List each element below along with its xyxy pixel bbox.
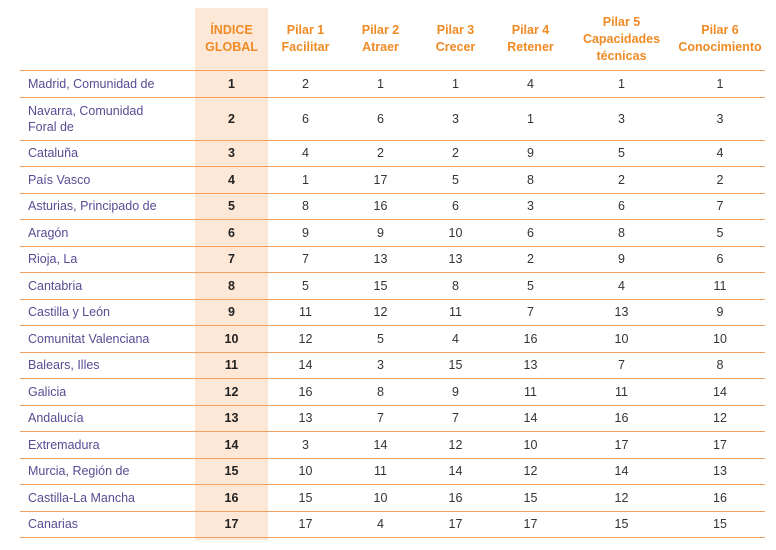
pilar-5-value: 17 (614, 437, 629, 452)
pilar-3-value: 12 (448, 437, 463, 452)
region-name: Balears, Illes (28, 358, 100, 373)
pilar-1-value: 16 (298, 384, 313, 399)
table-row (20, 273, 765, 300)
pilar-3-value: 4 (452, 331, 459, 346)
pilar-6-value: 1 (716, 76, 724, 91)
global-index-value: 3 (228, 146, 235, 161)
pilar-1-value: 3 (302, 437, 309, 452)
header-pilar-6: Pilar 6 Conocimiento (678, 23, 762, 54)
pilar-1-value: 5 (302, 278, 309, 293)
pilar-3-value: 7 (452, 411, 459, 426)
pilar-1-value: 6 (302, 111, 309, 126)
region-name: Castilla-La Mancha (28, 490, 135, 505)
pilar-4-value: 4 (527, 76, 534, 91)
pilar-3-value: 10 (448, 225, 463, 240)
global-index-value: 16 (224, 490, 239, 505)
table-row (20, 299, 765, 326)
pilar-2-value: 2 (377, 146, 384, 161)
pilar-4-value: 7 (527, 305, 534, 320)
pilar-5-value: 4 (618, 278, 625, 293)
pilar-4-value: 1 (527, 111, 534, 126)
table-row (20, 405, 765, 432)
pilar-6-value: 7 (716, 199, 724, 214)
global-index-value: 5 (228, 199, 235, 214)
table-row (20, 352, 765, 379)
global-index-value: 14 (224, 437, 239, 452)
pilar-3-value: 2 (452, 146, 459, 161)
global-index-value: 15 (224, 464, 239, 479)
pilar-2-value: 8 (377, 384, 384, 399)
table-row (20, 379, 765, 406)
pilar-2-value: 4 (377, 517, 384, 532)
region-name: Cataluña (28, 146, 79, 161)
pilar-1-value: 2 (302, 76, 309, 91)
global-index-value: 12 (224, 384, 239, 399)
table-row (20, 220, 765, 247)
region-name: País Vasco (28, 172, 91, 187)
pilar-5-value: 14 (614, 464, 629, 479)
pilar-3-value: 14 (448, 464, 463, 479)
pilar-1-value: 7 (302, 252, 309, 267)
region-name: Castilla y León (28, 305, 110, 320)
pilar-2-value: 17 (373, 172, 388, 187)
region-name: Navarra, Comunidad Foral de (28, 103, 144, 134)
table-body (20, 71, 765, 538)
table-row (20, 140, 765, 167)
table-row (20, 485, 765, 512)
pilar-1-value: 11 (299, 305, 312, 320)
pilar-3-value: 13 (448, 252, 463, 267)
pilar-2-value: 14 (373, 437, 388, 452)
global-index-value: 13 (224, 411, 239, 426)
pilar-3-value: 9 (452, 384, 459, 399)
pilar-2-value: 3 (377, 358, 384, 373)
global-index-value: 2 (228, 111, 235, 126)
pilar-3-value: 1 (452, 76, 459, 91)
table-row (20, 432, 765, 459)
pilar-6-value: 3 (716, 111, 724, 126)
pilar-5-value: 10 (614, 331, 629, 346)
table-row (20, 167, 765, 194)
pilar-1-value: 1 (302, 172, 309, 187)
pilar-1-value: 13 (298, 411, 313, 426)
pilar-4-value: 11 (524, 384, 537, 399)
pilar-1-value: 14 (298, 358, 313, 373)
region-name: Cantabria (28, 278, 83, 293)
pilar-3-value: 8 (452, 278, 459, 293)
pilar-1-value: 10 (298, 464, 313, 479)
header-pilar-2: Pilar 2 Atraer (361, 23, 400, 54)
pilar-1-value: 9 (302, 225, 309, 240)
region-name: Andalucía (28, 411, 84, 426)
pilar-6-value: 2 (716, 172, 724, 187)
global-index-value: 8 (228, 278, 235, 293)
region-name: Asturias, Principado de (28, 199, 157, 214)
header-pilar-1: Pilar 1 Facilitar (281, 23, 330, 54)
pilar-3-value: 15 (448, 358, 463, 373)
pilar-3-value: 17 (448, 517, 463, 532)
pilar-6-value: 10 (713, 331, 727, 346)
pilar-4-value: 9 (527, 146, 534, 161)
pilar-2-value: 6 (377, 111, 384, 126)
pilar-2-value: 5 (377, 331, 384, 346)
global-index-value: 11 (224, 358, 239, 373)
global-index-value: 17 (224, 517, 239, 532)
pilar-5-value: 5 (618, 146, 625, 161)
table-row (20, 193, 765, 220)
table-row (20, 246, 765, 273)
table-row (20, 326, 765, 353)
pilar-4-value: 2 (527, 252, 534, 267)
global-index-value: 7 (228, 252, 235, 267)
pilar-5-value: 1 (618, 76, 625, 91)
global-index-value: 1 (228, 76, 235, 91)
pilar-5-value: 12 (614, 490, 629, 505)
pilar-1-value: 4 (302, 146, 309, 161)
table-row (20, 511, 765, 538)
pilar-1-value: 17 (298, 517, 313, 532)
header-indice-global: ÍNDICE GLOBAL (205, 23, 258, 54)
table-row (20, 458, 765, 485)
pilar-6-value: 4 (716, 146, 724, 161)
region-name: Rioja, La (28, 252, 78, 267)
pilar-4-value: 10 (523, 437, 538, 452)
global-index-value: 9 (228, 305, 235, 320)
pilar-3-value: 5 (452, 172, 459, 187)
pilar-4-value: 3 (527, 199, 534, 214)
pilar-6-value: 17 (713, 437, 727, 452)
pilar-4-value: 6 (527, 225, 534, 240)
region-name: Murcia, Región de (28, 464, 130, 479)
pilar-5-value: 7 (618, 358, 625, 373)
table-row (20, 71, 765, 98)
pilar-2-value: 11 (374, 464, 387, 479)
header-pilar-4: Pilar 4 Retener (507, 23, 554, 54)
pilar-2-value: 12 (373, 305, 388, 320)
pilar-5-value: 15 (614, 517, 629, 532)
pilar-2-value: 7 (377, 411, 384, 426)
pilar-3-value: 6 (452, 199, 459, 214)
pilar-6-value: 6 (716, 252, 724, 267)
pilar-2-value: 13 (373, 252, 388, 267)
pilar-1-value: 12 (298, 331, 313, 346)
header-pilar-3: Pilar 3 Crecer (435, 23, 476, 54)
region-name: Extremadura (28, 437, 100, 452)
pilar-2-value: 9 (377, 225, 384, 240)
pilar-5-value: 16 (614, 411, 629, 426)
pilar-1-value: 8 (302, 199, 309, 214)
pilar-5-value: 11 (615, 384, 628, 399)
pilar-2-value: 15 (373, 278, 388, 293)
pilar-2-value: 10 (373, 490, 388, 505)
region-name: Madrid, Comunidad de (28, 76, 155, 91)
pilar-4-value: 17 (523, 517, 538, 532)
pilar-5-value: 9 (618, 252, 625, 267)
pilar-4-value: 15 (523, 490, 538, 505)
pilar-4-value: 5 (527, 278, 534, 293)
pilar-4-value: 14 (523, 411, 538, 426)
pilar-5-value: 3 (618, 111, 625, 126)
pilar-6-value: 11 (713, 278, 727, 293)
header-pilar-5: Pilar 5 Capacidades técnicas (582, 14, 661, 63)
table-row (20, 97, 765, 140)
region-name: Galicia (28, 384, 67, 399)
pilar-6-value: 16 (713, 490, 727, 505)
pilar-6-value: 8 (716, 358, 724, 373)
pilar-5-value: 6 (618, 199, 625, 214)
pilar-3-value: 16 (448, 490, 463, 505)
pilar-4-value: 13 (523, 358, 538, 373)
global-index-value: 4 (228, 172, 235, 187)
pilar-3-value: 11 (449, 305, 462, 320)
pilar-3-value: 3 (452, 111, 459, 126)
header-region (20, 8, 195, 71)
pilar-6-value: 14 (713, 384, 727, 399)
global-index-value: 10 (224, 331, 239, 346)
table-header-row (20, 8, 765, 71)
pilar-4-value: 8 (527, 172, 534, 187)
region-name: Comunitat Valenciana (28, 331, 150, 346)
pilar-6-value: 13 (713, 464, 727, 479)
pilar-6-value: 5 (716, 225, 724, 240)
pilar-4-value: 12 (523, 464, 538, 479)
pilar-5-value: 13 (614, 305, 629, 320)
pilar-5-value: 8 (618, 225, 625, 240)
pilar-6-value: 9 (716, 305, 724, 320)
pilar-1-value: 15 (298, 490, 313, 505)
pilar-6-value: 15 (713, 517, 727, 532)
ranking-table (20, 8, 765, 538)
pilar-2-value: 16 (373, 199, 388, 214)
region-name: Aragón (28, 225, 69, 240)
pilar-6-value: 12 (713, 411, 727, 426)
pilar-2-value: 1 (377, 76, 384, 91)
global-index-value: 6 (228, 225, 235, 240)
pilar-4-value: 16 (523, 331, 538, 346)
pilar-5-value: 2 (618, 172, 625, 187)
region-name: Canarias (28, 517, 79, 532)
